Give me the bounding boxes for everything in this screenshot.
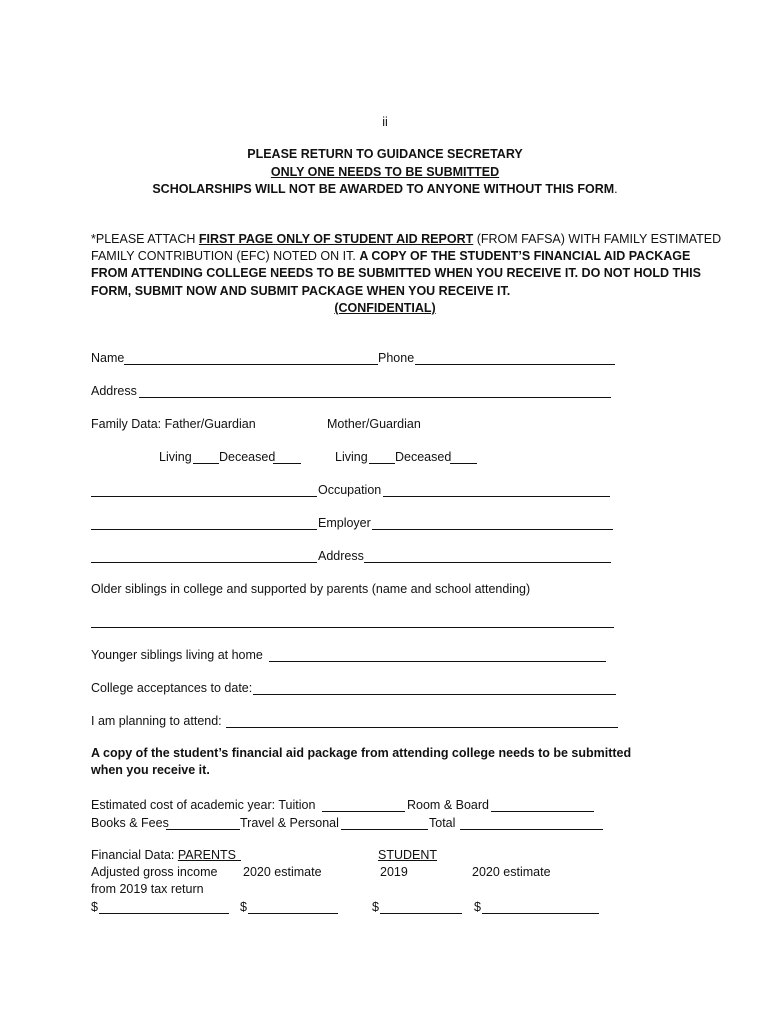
room-board-label: Room & Board <box>407 798 489 812</box>
address-label: Address <box>91 384 137 398</box>
student-heading: STUDENT <box>378 848 438 862</box>
tax-return-label: from 2019 tax return <box>91 882 204 896</box>
header-scholarship-line <box>0 181 770 197</box>
mother-address-input-line[interactable] <box>364 562 611 563</box>
student-2020-dollar: $ <box>474 900 481 914</box>
mother-living-input-line[interactable] <box>369 463 395 464</box>
younger-siblings-label: Younger siblings living at home <box>91 648 263 662</box>
parents-2020-dollar: $ <box>240 900 247 914</box>
name-input-line[interactable] <box>124 364 378 365</box>
books-fees-input-line[interactable] <box>166 829 240 830</box>
notice-line-1 <box>91 231 721 247</box>
father-employer-input-line[interactable] <box>91 529 317 530</box>
older-siblings-input-line[interactable] <box>91 627 614 628</box>
total-label: Total <box>429 816 456 830</box>
financial-data-label <box>91 847 236 863</box>
student-2019-dollar: $ <box>372 900 379 914</box>
father-living-label: Living <box>159 450 192 464</box>
family-data-label: Family Data: Father/Guardian <box>91 417 256 431</box>
parents-2019-input-line[interactable] <box>99 913 229 914</box>
tuition-input-line[interactable] <box>322 811 405 812</box>
total-input-line[interactable] <box>460 829 603 830</box>
header-scholarship-period: . <box>614 182 618 196</box>
father-address-input-line[interactable] <box>91 562 317 563</box>
header-return-line: PLEASE RETURN TO GUIDANCE SECRETARY <box>247 147 523 161</box>
father-living-input-line[interactable] <box>193 463 219 464</box>
package-note-line-1: A copy of the student’s financial aid package from attending college needs to be submitted <box>91 746 632 760</box>
address-input-line[interactable] <box>139 397 611 398</box>
page-number: ii <box>382 115 388 129</box>
notice-line-2-bold: A COPY OF THE STUDENT’S FINANCIAL AID PACKAGE <box>359 249 691 263</box>
notice-line-2 <box>91 248 690 264</box>
mother-deceased-input-line[interactable] <box>450 463 477 464</box>
notice-line-4: FORM, SUBMIT NOW AND SUBMIT PACKAGE WHEN YOU RECEIVE IT. <box>91 284 511 298</box>
employer-label: Employer <box>318 516 371 530</box>
travel-personal-label: Travel & Personal <box>240 816 339 830</box>
older-siblings-label: Older siblings in college and supported by parents (name and school attending) <box>91 582 531 596</box>
student-2019-input-line[interactable] <box>380 913 462 914</box>
planning-label: I am planning to attend: <box>91 714 222 728</box>
occupation-label: Occupation <box>318 483 382 497</box>
name-label: Name <box>91 351 125 365</box>
mother-deceased-label: Deceased <box>395 450 452 464</box>
agi-label: Adjusted gross income <box>91 865 218 879</box>
header-scholarship-text: SCHOLARSHIPS WILL NOT BE AWARDED TO ANYONE WITHOUT THIS FORM <box>152 182 615 196</box>
younger-siblings-input-line[interactable] <box>269 661 606 662</box>
confidential-line <box>0 300 770 316</box>
phone-label: Phone <box>378 351 415 365</box>
parent-address-label: Address <box>318 549 364 563</box>
tuition-label: Estimated cost of academic year: Tuition <box>91 798 316 812</box>
travel-personal-input-line[interactable] <box>341 829 428 830</box>
confidential-label: (CONFIDENTIAL) <box>334 301 436 315</box>
mother-label: Mother/Guardian <box>327 417 421 431</box>
books-fees-label: Books & Fees <box>91 816 169 830</box>
notice-line-2-plain: FAMILY CONTRIBUTION (EFC) NOTED ON IT. <box>91 249 360 263</box>
package-note-line-2: when you receive it. <box>91 763 210 777</box>
college-acceptances-label: College acceptances to date: <box>91 681 253 695</box>
father-deceased-input-line[interactable] <box>273 463 301 464</box>
mother-living-label: Living <box>335 450 368 464</box>
notice-line-3: FROM ATTENDING COLLEGE NEEDS TO BE SUBMITTED WHEN YOU RECEIVE IT. DO NOT HOLD THIS <box>91 266 701 280</box>
header-submit-line <box>0 164 770 180</box>
financial-data-text: Financial Data: <box>91 848 178 862</box>
mother-employer-input-line[interactable] <box>372 529 613 530</box>
parents-heading-underline-tail <box>231 860 241 861</box>
parents-heading: PARENTS <box>177 848 236 862</box>
planning-input-line[interactable] <box>226 727 618 728</box>
parents-2019-dollar: $ <box>91 900 98 914</box>
header-submit-text: ONLY ONE NEEDS TO BE SUBMITTED <box>270 165 500 179</box>
student-2020-estimate-label: 2020 estimate <box>472 865 551 879</box>
notice-prefix: *PLEASE ATTACH <box>91 232 199 246</box>
college-acceptances-input-line[interactable] <box>253 694 616 695</box>
notice-middle: (FROM FAFSA) WITH FAMILY ESTIMATED <box>473 232 722 246</box>
student-2019-label: 2019 <box>380 865 408 879</box>
mother-occupation-input-line[interactable] <box>383 496 610 497</box>
father-deceased-label: Deceased <box>219 450 276 464</box>
father-occupation-input-line[interactable] <box>91 496 317 497</box>
phone-input-line[interactable] <box>415 364 615 365</box>
student-2020-input-line[interactable] <box>482 913 599 914</box>
parents-2020-estimate-label: 2020 estimate <box>243 865 322 879</box>
parents-2020-input-line[interactable] <box>248 913 338 914</box>
room-board-input-line[interactable] <box>491 811 594 812</box>
notice-underlined: FIRST PAGE ONLY OF STUDENT AID REPORT <box>198 232 474 246</box>
